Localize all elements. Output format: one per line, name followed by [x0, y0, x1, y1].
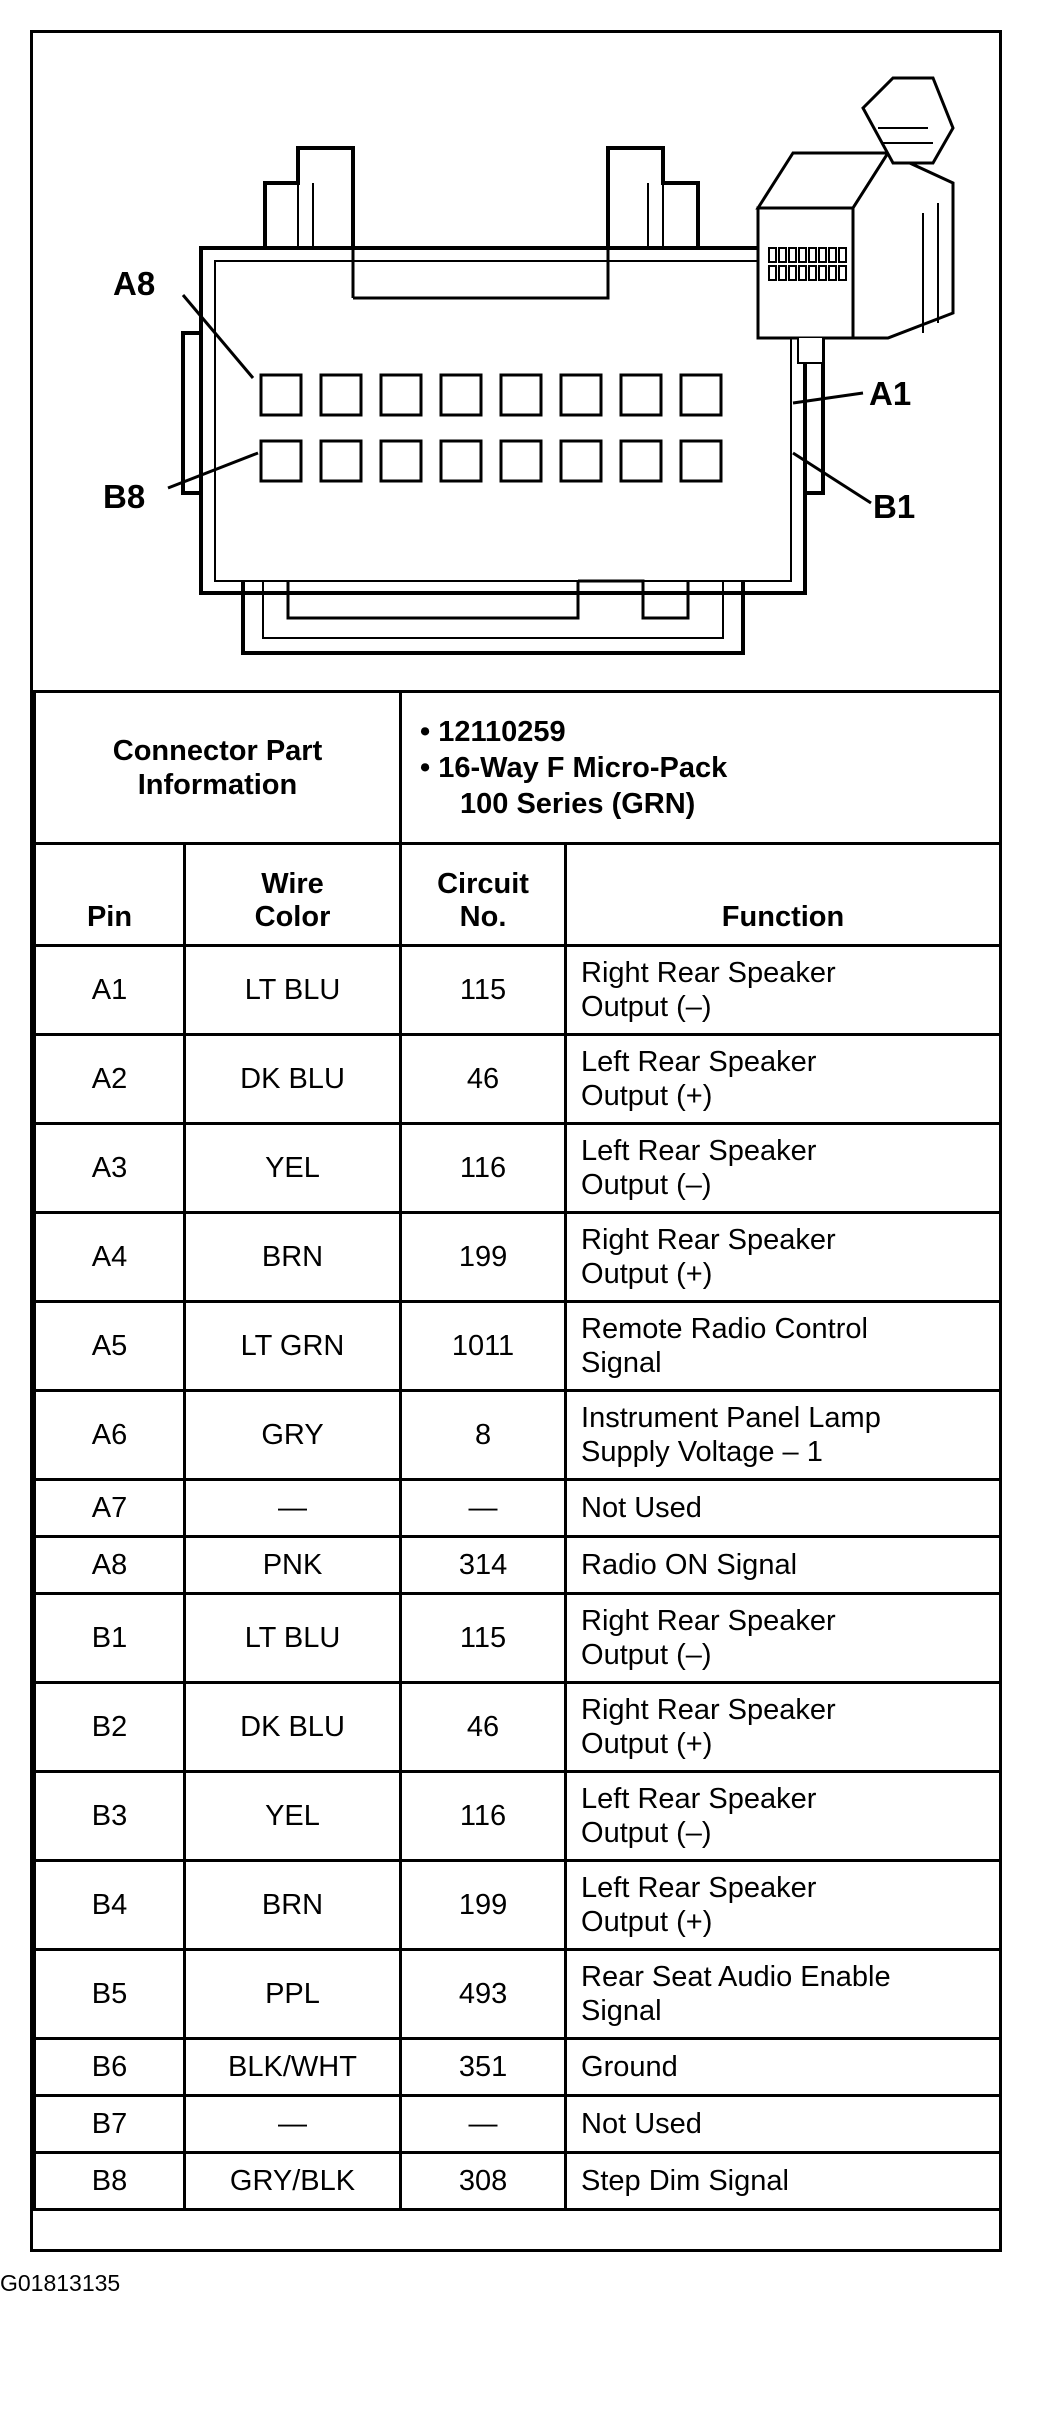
- function-line-2: Output (+): [581, 1080, 713, 1112]
- iso-pin-cavity: [789, 266, 796, 280]
- table-row: [35, 1213, 1001, 1302]
- table-row: [35, 1391, 1001, 1480]
- table-row: [35, 1035, 1001, 1124]
- table-row: [35, 2039, 1001, 2096]
- circuit-cell: 116: [401, 1124, 566, 1213]
- pin-cavity-b8: [261, 441, 301, 481]
- iso-pin-cavity: [829, 266, 836, 280]
- connector-isometric-view: [758, 78, 953, 363]
- iso-pin-cavity: [819, 266, 826, 280]
- wire-color-cell: PNK: [185, 1537, 401, 1594]
- function-line-1: Right Rear Speaker: [581, 1605, 836, 1637]
- pin-cavity-b2: [621, 441, 661, 481]
- wire-color-cell: BLK/WHT: [185, 2039, 401, 2096]
- circuit-cell: 1011: [401, 1302, 566, 1391]
- iso-pin-cavity: [819, 248, 826, 262]
- circuit-cell: 314: [401, 1537, 566, 1594]
- function-line-2: Signal: [581, 1995, 662, 2027]
- header-row: [35, 844, 1001, 946]
- pin-cell: B3: [35, 1772, 185, 1861]
- function-line-1: Ground: [581, 2051, 678, 2083]
- circuit-cell: 8: [401, 1391, 566, 1480]
- pin-cavity-a5: [441, 375, 481, 415]
- function-cell: [566, 1391, 1001, 1480]
- iso-pin-cavity: [769, 248, 776, 262]
- function-line-2: Output (–): [581, 1639, 712, 1671]
- iso-pin-cavity: [839, 248, 846, 262]
- table-row: [35, 1302, 1001, 1391]
- table-row: [35, 1480, 1001, 1537]
- circuit-cell: 199: [401, 1861, 566, 1950]
- pin-cavities: [261, 375, 721, 481]
- function-cell: [566, 1213, 1001, 1302]
- iso-pin-cavity: [809, 248, 816, 262]
- header-pin: Pin: [35, 844, 185, 946]
- function-cell: [566, 1594, 1001, 1683]
- function-line-1: Left Rear Speaker: [581, 1872, 817, 1904]
- wire-color-cell: DK BLU: [185, 1683, 401, 1772]
- function-line-1: Left Rear Speaker: [581, 1046, 817, 1078]
- wire-color-cell: GRY: [185, 1391, 401, 1480]
- function-line-1: Right Rear Speaker: [581, 957, 836, 989]
- pin-cavity-a2: [621, 375, 661, 415]
- wire-color-cell: —: [185, 2096, 401, 2153]
- iso-pin-cavity: [769, 266, 776, 280]
- circuit-cell: 46: [401, 1035, 566, 1124]
- function-line-1: Right Rear Speaker: [581, 1694, 836, 1726]
- pin-cell: A3: [35, 1124, 185, 1213]
- function-line-1: Rear Seat Audio Enable: [581, 1961, 891, 1993]
- figure-code: G01813135: [0, 2270, 121, 2296]
- function-line-1: Not Used: [581, 2108, 702, 2140]
- iso-pin-cavity: [839, 266, 846, 280]
- part-description-cont: 100 Series (GRN): [460, 787, 696, 820]
- circuit-cell: 115: [401, 946, 566, 1035]
- circuit-cell: 351: [401, 2039, 566, 2096]
- pin-label-a8: A8: [113, 265, 156, 302]
- pin-cell: B8: [35, 2153, 185, 2210]
- function-line-2: Output (+): [581, 1906, 713, 1938]
- pin-cell: A1: [35, 946, 185, 1035]
- header-function: Function: [566, 844, 1001, 946]
- diagram-frame: [30, 30, 1002, 2252]
- wire-color-cell: GRY/BLK: [185, 2153, 401, 2210]
- pin-cell: B2: [35, 1683, 185, 1772]
- function-cell: [566, 1035, 1001, 1124]
- table-row: [35, 946, 1001, 1035]
- circuit-cell: 115: [401, 1594, 566, 1683]
- pin-cavity-a6: [381, 375, 421, 415]
- pin-cavity-a8: [261, 375, 301, 415]
- pin-cavity-a1: [681, 375, 721, 415]
- function-line-2: Output (+): [581, 1258, 713, 1290]
- connector-housing-inner: [215, 261, 791, 581]
- pin-cell: B6: [35, 2039, 185, 2096]
- pin-cell: A8: [35, 1537, 185, 1594]
- pin-cell: B7: [35, 2096, 185, 2153]
- iso-pin-cavity: [829, 248, 836, 262]
- iso-pin-cavity: [789, 248, 796, 262]
- pin-cell: B5: [35, 1950, 185, 2039]
- bottom-key: [288, 581, 688, 618]
- function-cell: [566, 1302, 1001, 1391]
- table-row: [35, 2096, 1001, 2153]
- pin-cell: B4: [35, 1861, 185, 1950]
- connector-part-info-details: • 12110259 • 16-Way F Micro-Pack 100 Series (GRN): [401, 692, 1001, 844]
- function-line-2: Supply Voltage – 1: [581, 1436, 823, 1468]
- function-line-1: Step Dim Signal: [581, 2165, 789, 2197]
- pin-cell: A2: [35, 1035, 185, 1124]
- function-cell: [566, 2096, 1001, 2153]
- table-row: [35, 1772, 1001, 1861]
- connector-housing-outer: [201, 248, 805, 593]
- function-cell: [566, 1537, 1001, 1594]
- table-row: [35, 1537, 1001, 1594]
- function-line-2: Output (–): [581, 1817, 712, 1849]
- header-circuit-no: [401, 844, 566, 946]
- wire-color-cell: BRN: [185, 1861, 401, 1950]
- iso-pin-cavity: [809, 266, 816, 280]
- pin-cell: A7: [35, 1480, 185, 1537]
- header-circuit-no-text: Circuit No.: [437, 868, 529, 933]
- pin-cavity-a4: [501, 375, 541, 415]
- circuit-cell: 493: [401, 1950, 566, 2039]
- function-line-2: Output (–): [581, 991, 712, 1023]
- header-wire-color: [185, 844, 401, 946]
- function-cell: [566, 1950, 1001, 2039]
- pin-cavity-b1: [681, 441, 721, 481]
- function-cell: [566, 2039, 1001, 2096]
- function-line-1: Remote Radio Control: [581, 1313, 868, 1345]
- function-cell: [566, 2153, 1001, 2210]
- circuit-cell: 116: [401, 1772, 566, 1861]
- part-description: 16-Way F Micro-Pack: [438, 751, 728, 784]
- pin-cell: B1: [35, 1594, 185, 1683]
- function-line-1: Left Rear Speaker: [581, 1783, 817, 1815]
- part-info-row: [35, 692, 1001, 844]
- table-row: [35, 1950, 1001, 2039]
- function-line-1: Not Used: [581, 1492, 702, 1524]
- iso-pin-cavity: [799, 266, 806, 280]
- iso-pin-cavity: [799, 248, 806, 262]
- circuit-cell: 308: [401, 2153, 566, 2210]
- pin-cavity-b7: [321, 441, 361, 481]
- connector-part-info-label: Connector Part Information: [35, 692, 401, 844]
- function-line-1: Right Rear Speaker: [581, 1224, 836, 1256]
- pin-cell: A4: [35, 1213, 185, 1302]
- wire-color-cell: LT BLU: [185, 1594, 401, 1683]
- iso-pin-cavity: [779, 248, 786, 262]
- connector-face-diagram: [33, 33, 999, 690]
- pin-cell: A6: [35, 1391, 185, 1480]
- function-cell: [566, 946, 1001, 1035]
- connector-body: [183, 148, 823, 653]
- pin-cavity-b5: [441, 441, 481, 481]
- pin-cavity-b4: [501, 441, 541, 481]
- table-row: [35, 1683, 1001, 1772]
- wire-color-cell: —: [185, 1480, 401, 1537]
- function-cell: [566, 1124, 1001, 1213]
- iso-pin-cavity: [779, 266, 786, 280]
- left-latch: [265, 148, 353, 248]
- function-line-1: Left Rear Speaker: [581, 1135, 817, 1167]
- function-cell: [566, 1861, 1001, 1950]
- wire-color-cell: YEL: [185, 1772, 401, 1861]
- function-line-2: Output (+): [581, 1728, 713, 1760]
- pin-cavity-b3: [561, 441, 601, 481]
- function-cell: [566, 1480, 1001, 1537]
- pin-cavity-a7: [321, 375, 361, 415]
- wire-color-cell: LT BLU: [185, 946, 401, 1035]
- wire-color-cell: LT GRN: [185, 1302, 401, 1391]
- header-wire-color-text: Wire Color: [254, 868, 331, 933]
- pinout-table: [33, 690, 1002, 2211]
- table-row: [35, 1594, 1001, 1683]
- circuit-cell: 199: [401, 1213, 566, 1302]
- pin-label-b8: B8: [103, 478, 146, 515]
- pin-label-b1: B1: [873, 488, 916, 525]
- wire-color-cell: BRN: [185, 1213, 401, 1302]
- function-line-2: Output (–): [581, 1169, 712, 1201]
- function-cell: [566, 1683, 1001, 1772]
- right-latch: [608, 148, 698, 248]
- left-ear: [183, 333, 201, 493]
- pinout-rows: [35, 946, 1001, 2210]
- function-line-1: Instrument Panel Lamp: [581, 1402, 881, 1434]
- function-line-2: Signal: [581, 1347, 662, 1379]
- circuit-cell: —: [401, 2096, 566, 2153]
- circuit-cell: 46: [401, 1683, 566, 1772]
- part-number: 12110259: [438, 715, 566, 748]
- table-row: [35, 2153, 1001, 2210]
- wire-color-cell: PPL: [185, 1950, 401, 2039]
- pin-label-a1: A1: [869, 375, 912, 412]
- function-line-1: Radio ON Signal: [581, 1549, 798, 1581]
- pin-cavity-b6: [381, 441, 421, 481]
- wire-color-cell: YEL: [185, 1124, 401, 1213]
- table-row: [35, 1124, 1001, 1213]
- pin-cell: A5: [35, 1302, 185, 1391]
- circuit-cell: —: [401, 1480, 566, 1537]
- pin-cavity-a3: [561, 375, 601, 415]
- table-row: [35, 1861, 1001, 1950]
- wire-color-cell: DK BLU: [185, 1035, 401, 1124]
- function-cell: [566, 1772, 1001, 1861]
